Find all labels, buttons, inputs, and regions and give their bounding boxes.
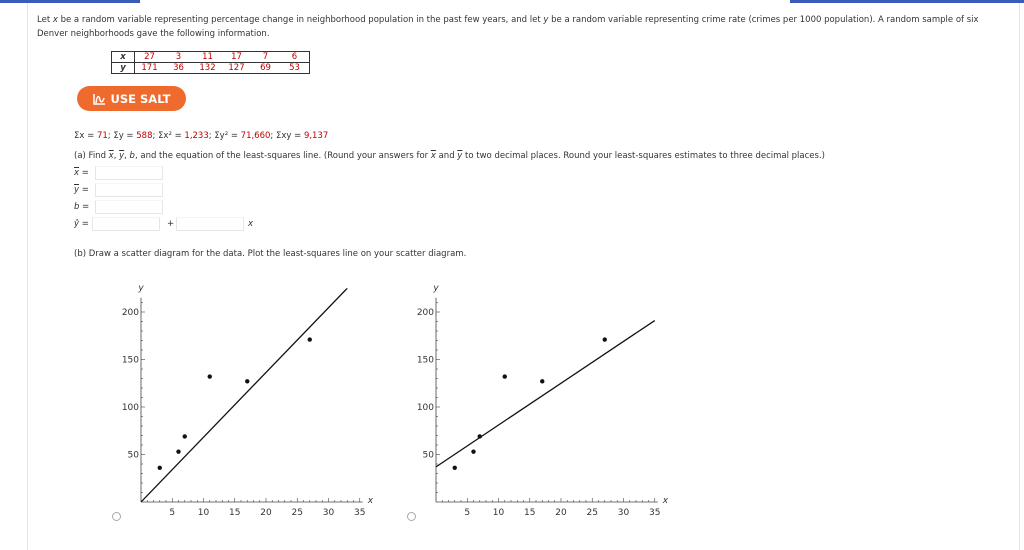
scatter-plot-option-2	[405, 262, 690, 520]
x-axis-label: x	[367, 496, 374, 506]
data-table	[111, 51, 310, 74]
table-cell: 127	[222, 63, 251, 74]
b-input[interactable]	[95, 200, 163, 214]
y-tick-label: 100	[121, 403, 139, 413]
x-header: x	[112, 52, 135, 63]
table-cell: 53	[280, 63, 310, 74]
xbar-row: $\overline{x}$ =	[74, 168, 89, 178]
data-point	[478, 434, 482, 438]
table-cell: 27	[135, 52, 165, 63]
salt-icon	[93, 93, 106, 105]
data-point	[471, 449, 475, 453]
x-tick-label: 25	[291, 508, 303, 518]
table-row-y	[112, 63, 310, 74]
table-cell: 11	[193, 52, 222, 63]
table-cell: 7	[251, 52, 280, 63]
ybar-input[interactable]	[95, 183, 163, 197]
x-tick-label: 15	[229, 508, 241, 518]
data-point	[453, 466, 457, 470]
y-tick-label: 50	[127, 450, 139, 461]
y-tick-label: 150	[121, 355, 139, 366]
data-point	[208, 374, 212, 378]
summary-statistics: Σx = 71; Σy = 588; Σx² = 1,233; Σy² = 71,660; Σxy = 9,137	[74, 131, 329, 141]
x-tick-label: 35	[649, 508, 661, 518]
table-cell: 171	[135, 63, 165, 74]
table-cell: 132	[193, 63, 222, 74]
part-b-instructions: (b) Draw a scatter diagram for the data. Plot the least-squares line on your scatter diagram.	[74, 249, 467, 259]
x-tick-label: 20	[260, 508, 272, 518]
y-tick-label: 150	[416, 355, 434, 366]
table-cell: 17	[222, 52, 251, 63]
ybar-row: $\overline{y}$ =	[74, 185, 89, 195]
table-cell: 69	[251, 63, 280, 74]
least-squares-line	[141, 288, 347, 502]
least-squares-line	[436, 321, 655, 467]
y-tick-label: 50	[422, 450, 434, 461]
x-tick-label: 30	[617, 508, 630, 518]
use-salt-label: USE SALT	[110, 91, 171, 106]
data-point	[158, 466, 162, 470]
question-prompt: Let x be a random variable representing percentage change in neighborhood population in the past few years, and let y be a random variable representing crime rate (crimes per 1000 population). A random sample of six Denver neighborhoods gave the following information.	[37, 15, 979, 39]
x-tick-label: 30	[322, 508, 335, 518]
y-tick-label: 200	[121, 308, 139, 318]
table-row-x	[112, 52, 310, 63]
table-cell: 3	[164, 52, 193, 63]
x-tick-label: 5	[464, 508, 471, 518]
part-a-instructions: (a) Find $\overline{x}$, $\overline{y}$, b, and the equation of the least-squares line. (Round your answers for $\overline{x}$ and $\overline{y}$ to two decimal places. Round your least-squares estimates to three decimal places.)	[74, 151, 825, 161]
b-row: b =	[74, 202, 90, 212]
data-point	[308, 337, 312, 341]
intercept-input[interactable]	[92, 217, 160, 231]
x-tick-label: 10	[492, 508, 505, 518]
y-header: y	[112, 63, 135, 74]
x-tick-label: 25	[586, 508, 598, 518]
xbar-input[interactable]	[95, 166, 163, 180]
x-tick-label: 20	[555, 508, 567, 518]
y-axis-label: y	[433, 283, 439, 294]
data-point	[176, 449, 180, 453]
y-tick-label: 200	[416, 308, 434, 318]
x-tick-label: 10	[197, 508, 210, 518]
slope-input[interactable]	[176, 217, 244, 231]
x-axis-label: x	[662, 496, 669, 506]
y-tick-label: 100	[416, 403, 434, 413]
x-tick-label: 15	[524, 508, 536, 518]
y-axis-label: y	[138, 283, 144, 294]
x-tick-label: 5	[169, 508, 176, 518]
data-point	[603, 337, 607, 341]
table-cell: 36	[164, 63, 193, 74]
data-point	[503, 374, 507, 378]
data-point	[183, 434, 187, 438]
use-salt-button[interactable]	[77, 86, 186, 111]
scatter-plot-option-1	[110, 262, 395, 520]
data-point	[245, 379, 249, 383]
x-tick-label: 35	[354, 508, 366, 518]
table-cell: 6	[280, 52, 310, 63]
yhat-row: ŷ = + x	[74, 219, 254, 229]
data-point	[540, 379, 544, 383]
